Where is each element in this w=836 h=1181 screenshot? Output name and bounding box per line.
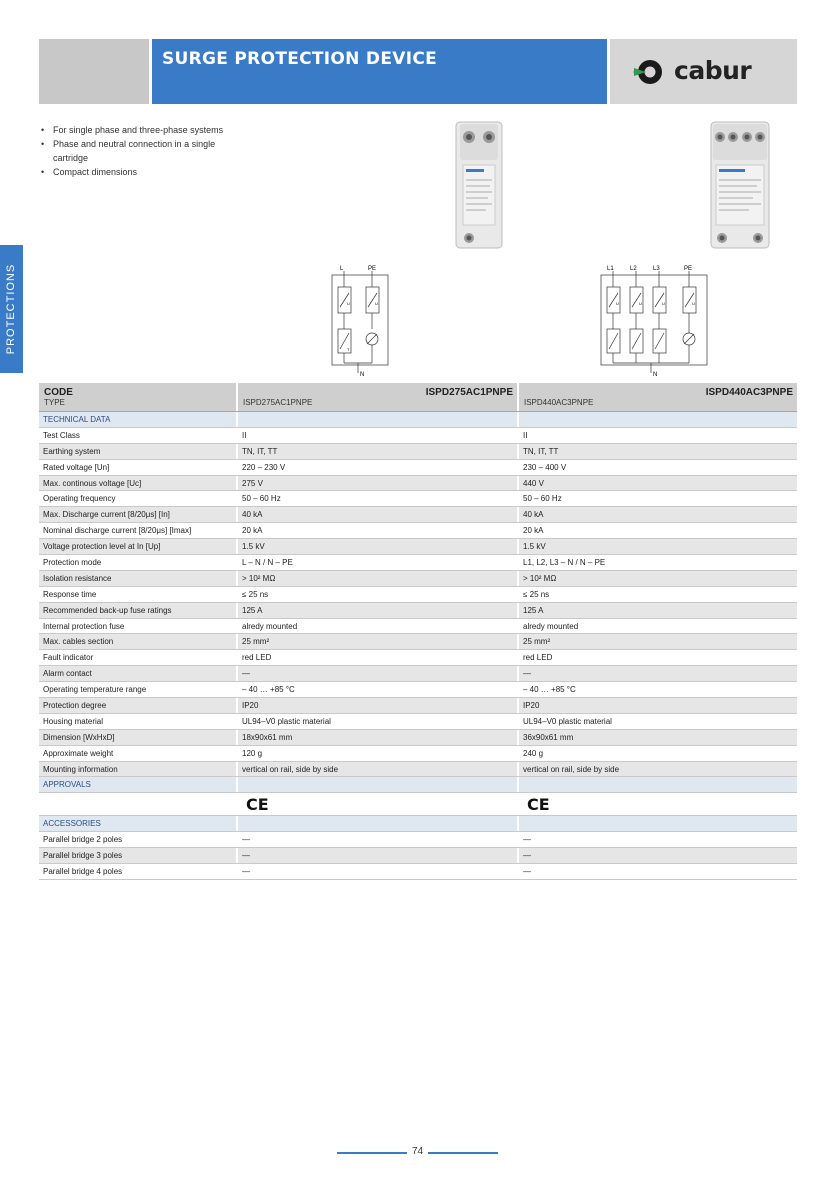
neutral-label: N [360, 372, 365, 378]
cell-label: U [692, 301, 695, 306]
row-value: L1, L2, L3 – N / N – PE [523, 558, 606, 568]
row-value: UL94–V0 plastic material [523, 716, 612, 726]
spec-table [39, 383, 797, 880]
row-value: 275 V [238, 476, 517, 491]
cabur-logo [632, 56, 777, 88]
terminal-label: L2 [630, 266, 637, 272]
row-value: — [519, 848, 797, 863]
row-label: Voltage protection level at In [Up] [39, 539, 236, 554]
row-value: 40 kA [238, 507, 517, 522]
table-row [39, 523, 797, 539]
product-code: ISPD440AC3PNPE [705, 387, 793, 398]
table-row [39, 428, 797, 444]
row-value: TN, IT, TT [238, 444, 517, 459]
table-row-approvals [39, 793, 797, 816]
row-value: II [242, 430, 247, 440]
row-value: 120 g [242, 748, 263, 758]
row-value: > 10² MΩ [238, 571, 517, 586]
table-row [39, 460, 797, 476]
table-row [39, 714, 797, 730]
cell-label: U [662, 301, 665, 306]
section-label: APPROVALS [39, 777, 236, 792]
row-label: Parallel bridge 2 poles [43, 835, 123, 845]
row-value: red LED [242, 653, 272, 663]
table-row [39, 650, 797, 666]
section-row-technical [39, 412, 797, 428]
table-row [39, 832, 797, 848]
product-code: ISPD275AC1PNPE [425, 387, 513, 398]
row-value: vertical on rail, side by side [519, 762, 797, 777]
table-row [39, 666, 797, 682]
row-value: 50 – 60 Hz [523, 494, 562, 504]
header-cell [238, 383, 517, 411]
row-value: — [242, 835, 250, 845]
row-value: — [523, 867, 531, 877]
row-value: IP20 [519, 698, 797, 713]
feature-item: • Phase and neutral connection in a single cartridge [40, 137, 250, 165]
table-row [39, 603, 797, 619]
row-value: 36x90x61 mm [519, 730, 797, 745]
feature-list [40, 123, 250, 179]
row-label: Response time [43, 589, 97, 599]
type-label: TYPE [44, 398, 65, 407]
row-value: alredy mounted [523, 621, 579, 631]
terminal-label: L1 [607, 266, 614, 272]
row-value: 20 kA [523, 526, 544, 536]
row-value: > 10² MΩ [519, 571, 797, 586]
row-label: Protection degree [39, 698, 236, 713]
table-row [39, 571, 797, 587]
cabur-logo-icon [632, 56, 672, 88]
row-value: — [238, 666, 517, 681]
cell-label: U [639, 301, 642, 306]
side-tab-label: PROTECTIONS [5, 263, 17, 355]
terminal-label: L3 [653, 266, 660, 272]
code-label: CODE [44, 387, 73, 398]
product-image-single-phase [454, 120, 504, 252]
table-row [39, 762, 797, 778]
row-value: 220 – 230 V [242, 462, 286, 472]
row-value: 125 A [238, 603, 517, 618]
cell-label: U [616, 301, 619, 306]
row-value: 125 A [519, 603, 797, 618]
row-label: Isolation resistance [39, 571, 236, 586]
row-value: red LED [523, 653, 553, 663]
row-value: II [523, 430, 528, 440]
terminal-label: L [340, 266, 344, 272]
neutral-label: N [653, 372, 658, 378]
row-label: Max. continous voltage [Uc] [39, 476, 236, 491]
row-value: L – N / N – PE [242, 558, 293, 568]
row-label: Alarm contact [39, 666, 236, 681]
page-title: SURGE PROTECTION DEVICE [162, 49, 438, 69]
header-cell [519, 383, 797, 411]
row-value: – 40 … +85 °C [242, 685, 295, 695]
row-label: Internal protection fuse [43, 621, 125, 631]
row-label: Max. cables section [39, 634, 236, 649]
table-row [39, 539, 797, 555]
row-value: vertical on rail, side by side [238, 762, 517, 777]
svg-text:CE: CE [527, 796, 550, 813]
row-value: alredy mounted [242, 621, 298, 631]
terminal-label: PE [684, 266, 693, 272]
row-label: Recommended back-up fuse ratings [39, 603, 236, 618]
table-row [39, 698, 797, 714]
wiring-diagram-single-phase [330, 263, 390, 378]
terminal-label: PE [368, 266, 377, 272]
header-logo-area [610, 39, 797, 104]
svg-text:CE: CE [246, 796, 269, 813]
row-value: – 40 … +85 °C [523, 685, 576, 695]
row-label: Operating temperature range [43, 685, 147, 695]
row-value: — [519, 666, 797, 681]
footer-rule-right [428, 1152, 498, 1154]
row-value: ≤ 25 ns [523, 589, 550, 599]
ce-mark-icon [527, 796, 551, 812]
cell-label: U [347, 301, 350, 306]
feature-item: • Compact dimensions [40, 165, 250, 179]
brand-name: cabur [674, 56, 752, 85]
cell-label: T [347, 347, 350, 352]
technical-rows [39, 428, 797, 778]
section-label: TECHNICAL DATA [39, 412, 236, 427]
row-value: 25 mm² [238, 634, 517, 649]
row-value: 25 mm² [519, 634, 797, 649]
row-value: 20 kA [242, 526, 263, 536]
accessory-rows [39, 832, 797, 880]
table-row [39, 491, 797, 507]
row-label: Housing material [43, 716, 104, 726]
product-type: ISPD275AC1PNPE [243, 398, 313, 407]
row-value: UL94–V0 plastic material [242, 716, 331, 726]
row-value: 40 kA [519, 507, 797, 522]
row-label: Max. Discharge current [8/20μs] [In] [39, 507, 236, 522]
section-row-approvals [39, 777, 797, 793]
table-row [39, 444, 797, 460]
row-label: Rated voltage [Un] [43, 462, 110, 472]
row-value: — [238, 848, 517, 863]
row-value: ≤ 25 ns [242, 589, 269, 599]
table-row [39, 507, 797, 523]
product-type: ISPD440AC3PNPE [524, 398, 594, 407]
table-row [39, 682, 797, 698]
cell-label: U [375, 301, 378, 306]
section-side-tab [0, 245, 23, 373]
row-label: Test Class [43, 430, 80, 440]
table-row [39, 730, 797, 746]
product-image-three-phase [709, 120, 771, 252]
row-label: Parallel bridge 3 poles [39, 848, 236, 863]
ce-mark-icon [246, 796, 270, 812]
table-row [39, 746, 797, 762]
section-row-accessories [39, 816, 797, 832]
wiring-diagram-three-phase [599, 263, 709, 378]
table-row [39, 587, 797, 603]
table-row [39, 864, 797, 880]
row-value: 440 V [519, 476, 797, 491]
table-row [39, 555, 797, 571]
row-label: Approximate weight [43, 748, 114, 758]
table-row [39, 634, 797, 650]
row-label: Protection mode [43, 558, 102, 568]
row-value: 230 – 400 V [523, 462, 567, 472]
table-row [39, 619, 797, 635]
section-label: ACCESSORIES [39, 816, 236, 831]
table-row [39, 848, 797, 864]
row-label: Mounting information [39, 762, 236, 777]
row-label: Parallel bridge 4 poles [43, 867, 123, 877]
feature-item: • For single phase and three-phase systems [40, 123, 250, 137]
row-value: 240 g [523, 748, 544, 758]
row-label: Dimension [WxHxD] [39, 730, 236, 745]
row-value: — [242, 867, 250, 877]
page-number: 74 [411, 1146, 424, 1157]
header-title-bar [152, 39, 607, 104]
row-value: 18x90x61 mm [238, 730, 517, 745]
row-label: Operating frequency [43, 494, 116, 504]
row-label: Nominal discharge current [8/20μs] [Imax] [43, 526, 192, 536]
row-label: Fault indicator [43, 653, 94, 663]
row-label: Earthing system [39, 444, 236, 459]
row-value: IP20 [238, 698, 517, 713]
table-row [39, 476, 797, 492]
header-grey-block [39, 39, 149, 104]
table-header-row [39, 383, 797, 412]
row-value: 1.5 kV [519, 539, 797, 554]
row-value: — [523, 835, 531, 845]
row-value: TN, IT, TT [519, 444, 797, 459]
row-value: 1.5 kV [238, 539, 517, 554]
footer-rule-left [337, 1152, 407, 1154]
row-value: 50 – 60 Hz [242, 494, 281, 504]
header-cell [39, 383, 236, 411]
